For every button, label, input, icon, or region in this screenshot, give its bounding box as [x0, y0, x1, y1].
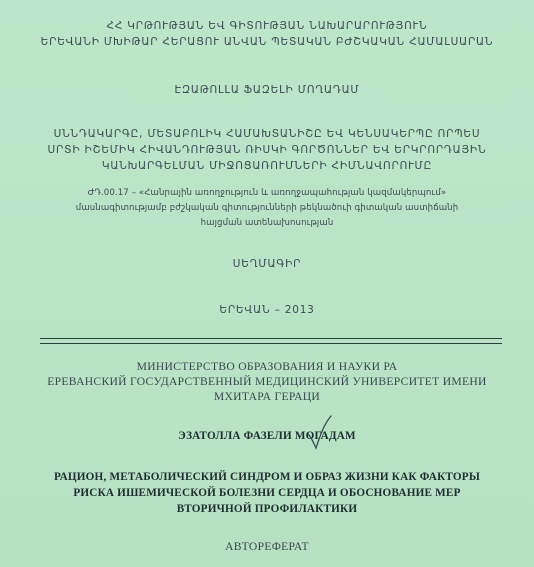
armenian-title-line-3: ԿԱՆԽԱՐԳԵԼՄԱՆ ՄԻՋՈՑԱՌՈՒՄՆԵՐԻ ՀԻՄՆԱՎՈՐՈՒՄԸ: [101, 160, 433, 172]
russian-university-line-1: ЕРЕВАНСКИЙ ГОСУДАРСТВЕННЫЙ МЕДИЦИНСКИЙ УНИВЕРСИТЕТ ИМЕНИ: [47, 375, 487, 388]
russian-author: ЭЗАТОЛЛА ФАЗЕЛИ МОГАДАМ: [178, 430, 356, 442]
divider-top: [40, 338, 502, 339]
russian-ministry: МИНИСТЕРСТВО ОБРАЗОВАНИЯ И НАУКИ РА: [136, 360, 398, 373]
russian-university-line-2: МХИТАРА ГЕРАЦИ: [213, 390, 321, 403]
russian-title-line-3: ВТОРИЧНОЙ ПРОФИЛАКТИКИ: [176, 503, 358, 515]
pen-mark-icon: [304, 414, 334, 452]
armenian-author: ԷԶԱԹՈԼԼԱ ՖԱԶԵԼԻ ՄՈՂԱԴԱՄ: [174, 84, 360, 96]
divider-bottom: [40, 343, 502, 344]
armenian-ministry: ՀՀ ԿՐԹՈՒԹՅԱՆ ԵՎ ԳԻՏՈՒԹՅԱՆ ՆԱԽԱՐԱՐՈՒԹՅՈՒՆ: [106, 20, 428, 32]
russian-title-line-2: РИСКА ИШЕМИЧЕСКОЙ БОЛЕЗНИ СЕРДЦА И ОБОСНОВАНИЕ МЕР: [73, 487, 461, 499]
armenian-specialty-line-3: հայցման ատենախոսության: [200, 218, 334, 228]
armenian-specialty-line-1: ԺԴ.00.17 – «Հանրային առողջություն և առողջապահության կազմակերպում»: [87, 188, 447, 198]
armenian-specialty-line-2: մասնագիտությամբ բժշկական գիտությունների թեկնածուի գիտական աստիճանի: [75, 203, 459, 213]
armenian-title-line-1: ՍՆՆԴԱԿԱՐԳԸ, ՄԵՏԱԲՈԼԻԿ ՀԱՄԱԽՏԱՆԻՇԸ ԵՎ ԿԵՆՍԱԿԵՐՊԸ ՈՐՊԵՍ: [53, 128, 481, 140]
armenian-title-line-2: ՍՐՏԻ ԻՇԵՄԻԿ ՀԻՎԱՆԴՈՒԹՅԱՆ ՌԻՍԿԻ ԳՈՐԾՈՆՆԵՐ ԵՎ ԵՐԿՐՈՐԴԱՅԻՆ: [47, 144, 487, 156]
armenian-university: ԵՐԵՎԱՆԻ ՄԽԻԹԱՐ ՀԵՐԱՑՈՒ ԱՆՎԱՆ ՊԵՏԱԿԱՆ ԲԺՇԿԱԿԱՆ ՀԱՄԱԼՍԱՐԱՆ: [40, 36, 494, 48]
russian-doc-type: АВТОРЕФЕРАТ: [225, 540, 309, 553]
russian-title-line-1: РАЦИОН, МЕТАБОЛИЧЕСКИЙ СИНДРОМ И ОБРАЗ ЖИЗНИ КАК ФАКТОРЫ: [53, 471, 481, 483]
armenian-doc-type: ՍԵՂՄԱԳԻՐ: [232, 258, 302, 270]
armenian-city-year: ԵՐԵՎԱՆ – 2013: [219, 304, 315, 316]
